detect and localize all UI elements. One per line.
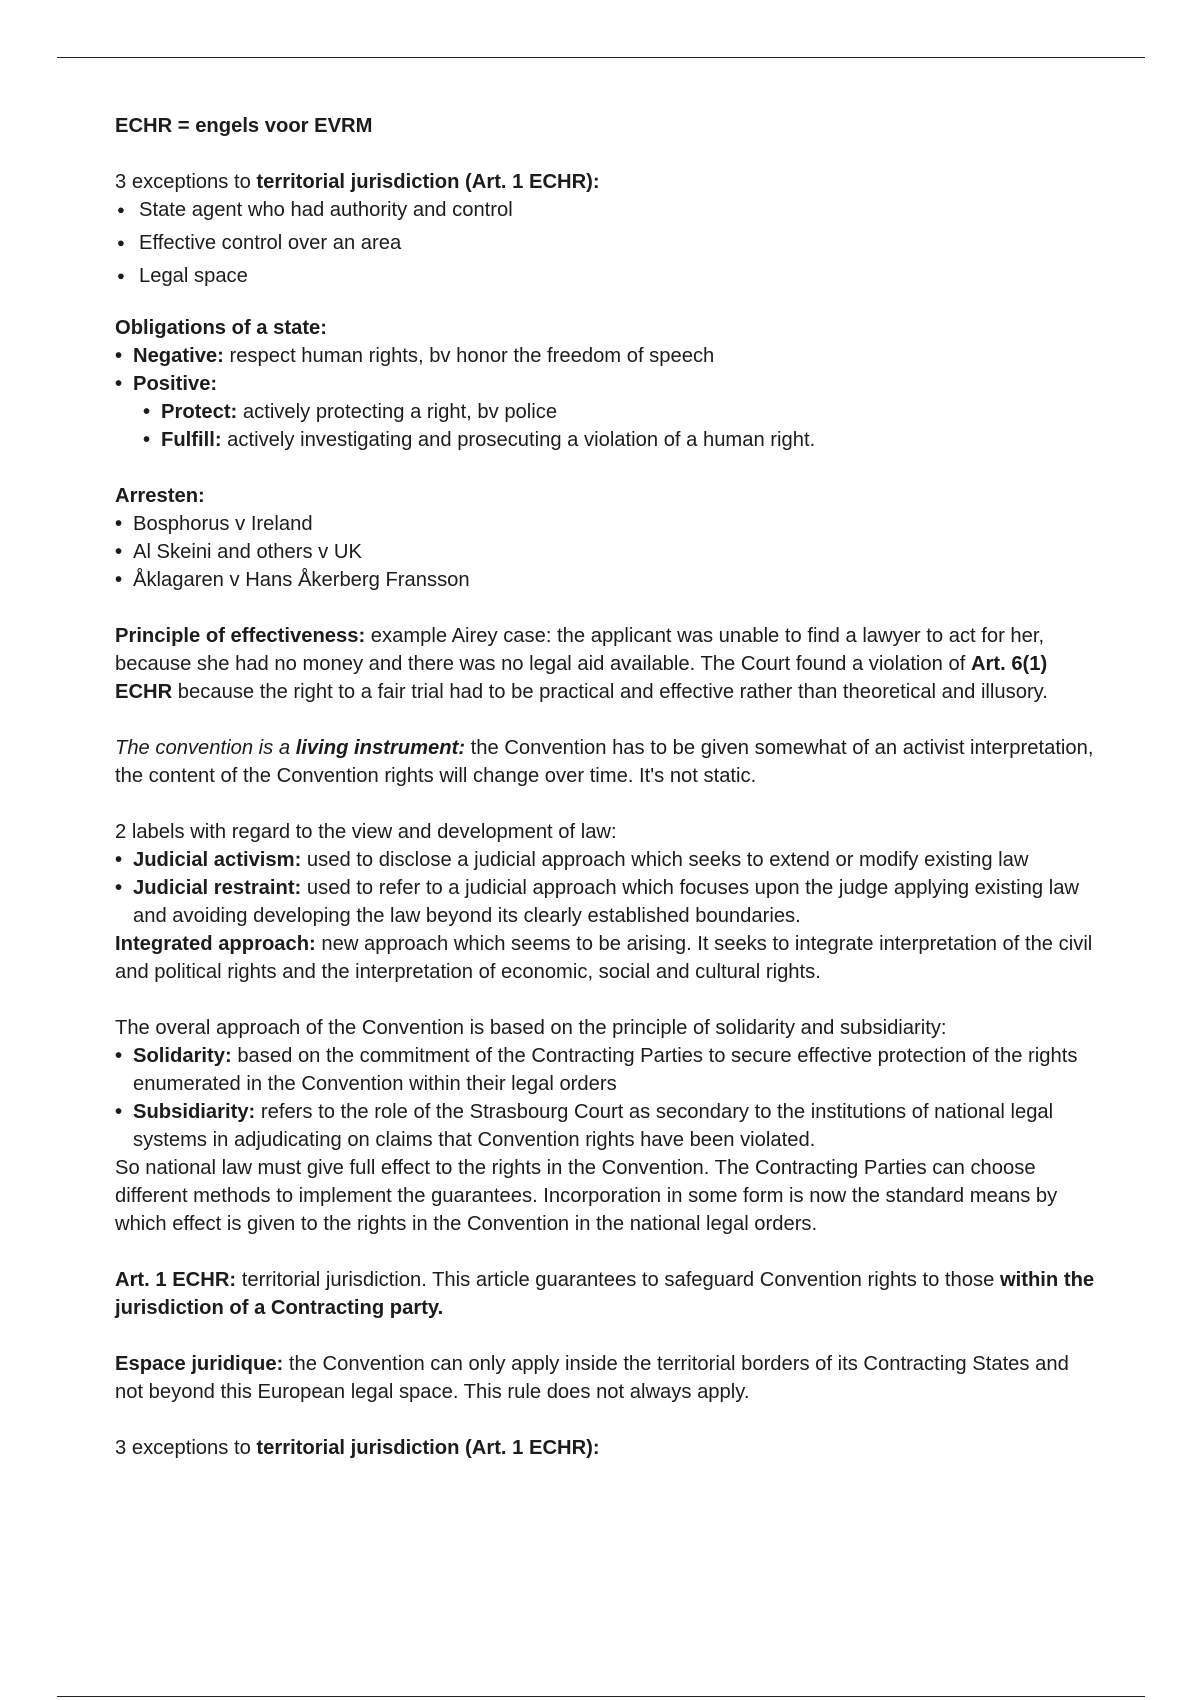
art1-paragraph: Art. 1 ECHR: territorial jurisdiction. This article guarantees to safeguard Convention rights to those within the jurisdiction of a Contracting party. bbox=[115, 1269, 1095, 1319]
overall-intro: The overal approach of the Convention is based on the principle of solidarity and subsidiarity: bbox=[115, 1017, 947, 1039]
overall-conclusion: So national law must give full effect to the rights in the Convention. The Contracting Parties can choose different methods to implement the guarantees. Incorporation in some form is now the standard means by which effect is given to the rights in the Convention in the national legal orders. bbox=[115, 1157, 1058, 1235]
effectiveness-paragraph: Principle of effectiveness: example Airey case: the applicant was unable to find a lawyer to act for her, because she had no money and there was no legal aid available. The Court found a violation of Art. 6(1) ECHR because the right to a fair trial had to be practical and effective rather than theoretical and illusory. bbox=[115, 625, 1048, 703]
arresten-title: Arresten: bbox=[115, 485, 205, 507]
list-item: • Al Skeini and others v UK bbox=[115, 538, 1095, 566]
principles-list bbox=[115, 1042, 1095, 1154]
header-rule bbox=[57, 57, 1145, 58]
list-item: • Protect: actively protecting a right, bv police bbox=[143, 398, 1095, 426]
living-instrument-paragraph: The convention is a living instrument: the Convention has to be given somewhat of an activist interpretation, the content of the Convention rights will change over time. It's not static. bbox=[115, 737, 1094, 787]
footer-rule bbox=[57, 1696, 1145, 1697]
list-item: • Negative: respect human rights, bv honor the freedom of speech bbox=[115, 342, 1095, 370]
obligations-list bbox=[115, 342, 1095, 398]
list-item: • Fulfill: actively investigating and prosecuting a violation of a human right. bbox=[143, 426, 1095, 454]
exceptions-intro: 3 exceptions to territorial jurisdiction (Art. 1 ECHR): bbox=[115, 171, 600, 193]
list-item: ● Legal space bbox=[115, 262, 1095, 290]
list-item: • Judicial activism: used to disclose a judicial approach which seeks to extend or modify existing law bbox=[115, 846, 1095, 874]
integrated-paragraph: Integrated approach: new approach which seems to be arising. It seeks to integrate interpretation of the civil and political rights and the interpretation of economic, social and cultural rights. bbox=[115, 933, 1093, 983]
heading: ECHR = engels voor EVRM bbox=[115, 115, 373, 137]
list-item: • Positive: bbox=[115, 370, 1095, 398]
list-item: ● State agent who had authority and control bbox=[115, 196, 1095, 224]
list-item: • Solidarity: based on the commitment of the Contracting Parties to secure effective protection of the rights enumerated in the Convention within their legal orders bbox=[115, 1042, 1095, 1098]
exceptions-list bbox=[115, 196, 1095, 290]
labels-list bbox=[115, 846, 1095, 930]
document-body bbox=[115, 112, 1095, 1462]
list-item: • Judicial restraint: used to refer to a judicial approach which focuses upon the judge applying existing law and avoiding developing the law beyond its clearly established boundaries. bbox=[115, 874, 1095, 930]
exceptions-intro-repeat: 3 exceptions to territorial jurisdiction (Art. 1 ECHR): bbox=[115, 1437, 600, 1459]
list-item: • Subsidiarity: refers to the role of the Strasbourg Court as secondary to the institutions of national legal systems in adjudicating on claims that Convention rights have been violated. bbox=[115, 1098, 1095, 1154]
obligations-title: Obligations of a state: bbox=[115, 317, 327, 339]
list-item: ● Effective control over an area bbox=[115, 229, 1095, 257]
list-item: • Bosphorus v Ireland bbox=[115, 510, 1095, 538]
list-item: • Åklagaren v Hans Åkerberg Fransson bbox=[115, 566, 1095, 594]
arresten-list bbox=[115, 510, 1095, 594]
labels-intro: 2 labels with regard to the view and development of law: bbox=[115, 821, 617, 843]
espace-paragraph: Espace juridique: the Convention can only apply inside the territorial borders of its Contracting States and not beyond this European legal space. This rule does not always apply. bbox=[115, 1353, 1069, 1403]
positive-sublist bbox=[143, 398, 1095, 454]
